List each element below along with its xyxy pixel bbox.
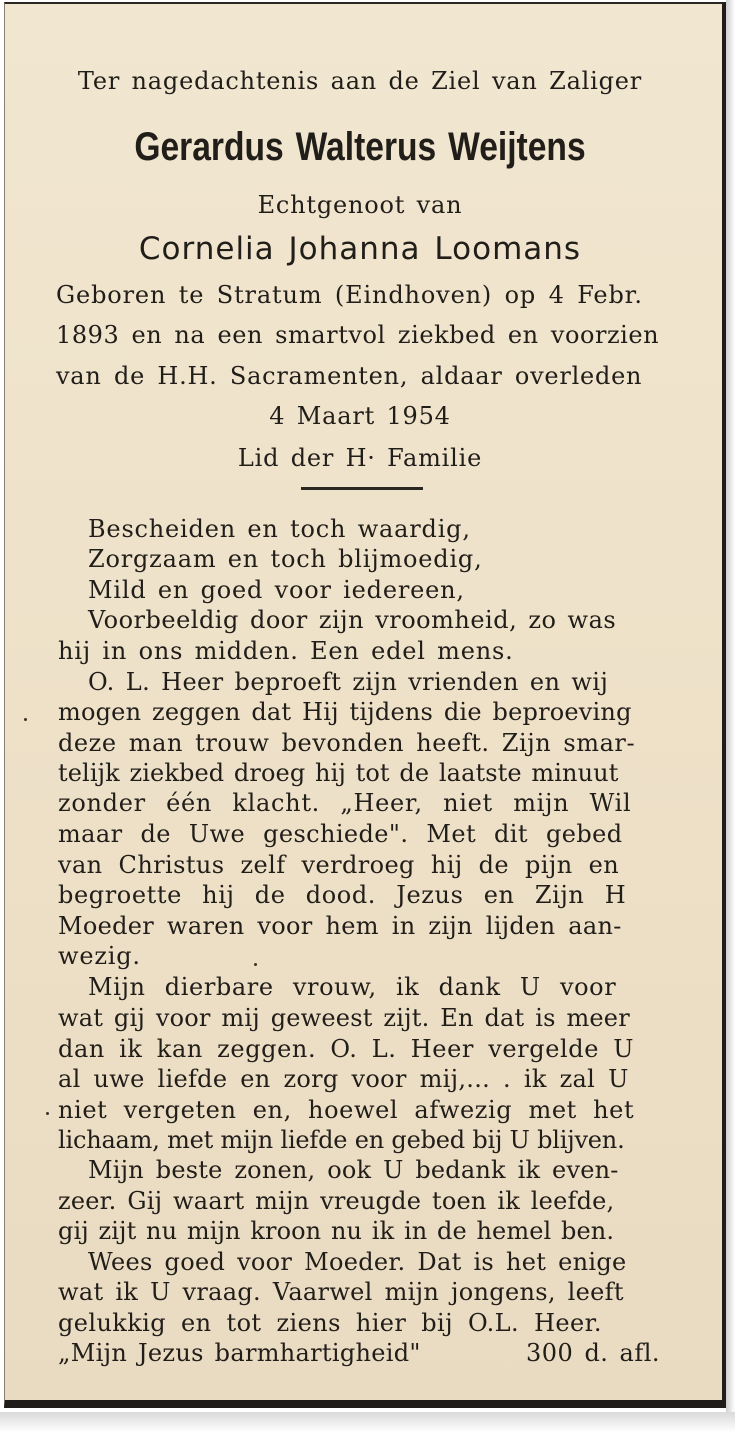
body-line: Mijn dierbare vrouw, ik dank U voor — [88, 973, 617, 1001]
body-line: wat gij voor mij geweest zijt. En dat is meer — [58, 1004, 630, 1032]
body-line: niet vergeten en, hoewel afwezig met het — [58, 1096, 635, 1124]
bio-line-1: Geboren te Stratum (Eindhoven) op 4 Febr. — [56, 281, 643, 309]
body-line: van Christus zelf verdroeg hij de pijn en — [58, 851, 620, 879]
body-line: gelukkig en tot ziens hier bij O.L. Heer. — [58, 1309, 602, 1337]
body-line: Bescheiden en toch waardig, — [88, 515, 471, 543]
paper-speck — [46, 1112, 49, 1115]
body-line: maar de Uwe geschiede". Met dit gebed — [58, 820, 623, 848]
body-line: zonder één klacht. „Heer, niet mijn Wil — [58, 789, 632, 817]
body-line: deze man trouw bevonden heeft. Zijn smar- — [58, 729, 636, 757]
card-shadow-right — [726, 0, 735, 1412]
body-line: zeer. Gij waart mijn vreugde toen ik leefde, — [58, 1187, 615, 1215]
deceased-name: Gerardus Walterus Weijtens — [134, 125, 586, 169]
body-line: Voorbeeldig door zijn vroomheid, zo was — [88, 606, 617, 634]
body-line: Wees goed voor Moeder. Dat is het enige — [88, 1248, 627, 1276]
body-line: begroette hij de dood. Jezus en Zijn H — [58, 881, 627, 909]
body-line: lichaam, met mijn liefde en gebed bij U blijven. — [58, 1126, 625, 1154]
body-line: Zorgzaam en toch blijmoedig, — [88, 545, 483, 573]
body-line: dan ik kan zeggen. O. L. Heer vergelde U — [58, 1035, 635, 1063]
bio-line-2: 1893 en na een smartvol ziekbed en voorzien — [56, 321, 660, 349]
prayer-line: „Mijn Jezus barmhartigheid" — [58, 1339, 421, 1367]
body-line: telijk ziekbed droeg hij tot de laatste minuut — [58, 759, 619, 787]
body-line: mogen zeggen dat Hij tijdens die beproeving — [58, 698, 632, 726]
card-shadow-bottom — [0, 1412, 735, 1432]
body-line: Mijn beste zonen, ook U bedank ik even- — [88, 1156, 619, 1184]
paper-speck — [254, 963, 257, 966]
body-line: gij zijt nu mijn kroon nu ik in de hemel ben. — [58, 1217, 615, 1245]
paper-speck — [24, 718, 27, 721]
membership-line: Lid der H· Familie — [237, 444, 483, 472]
body-line: al uwe liefde en zorg voor mij,... . ik zal U — [58, 1065, 629, 1093]
body-line: Mild en goed voor iedereen, — [88, 576, 465, 604]
indulgence-note: 300 d. afl. — [526, 1339, 661, 1367]
body-line: wat ik U vraag. Vaarwel mijn jongens, leeft — [58, 1278, 624, 1306]
spouse-name: Cornelia Johanna Loomans — [138, 231, 582, 267]
body-line: wezig. — [58, 942, 141, 970]
body-line: O. L. Heer beproeft zijn vrienden en wij — [88, 668, 609, 696]
body-line: hij in ons midden. Een edel mens. — [58, 637, 514, 665]
death-date: 4 Maart 1954 — [269, 402, 451, 430]
body-line: Moeder waren voor hem in zijn lijden aan- — [58, 912, 622, 940]
bio-line-3: van de H.H. Sacramenten, aldaar overleden — [56, 362, 643, 390]
divider-rule — [301, 487, 423, 490]
intro-line: Ter nagedachtenis aan de Ziel van Zaliger — [77, 67, 643, 95]
relation-line: Echtgenoot van — [257, 191, 463, 219]
